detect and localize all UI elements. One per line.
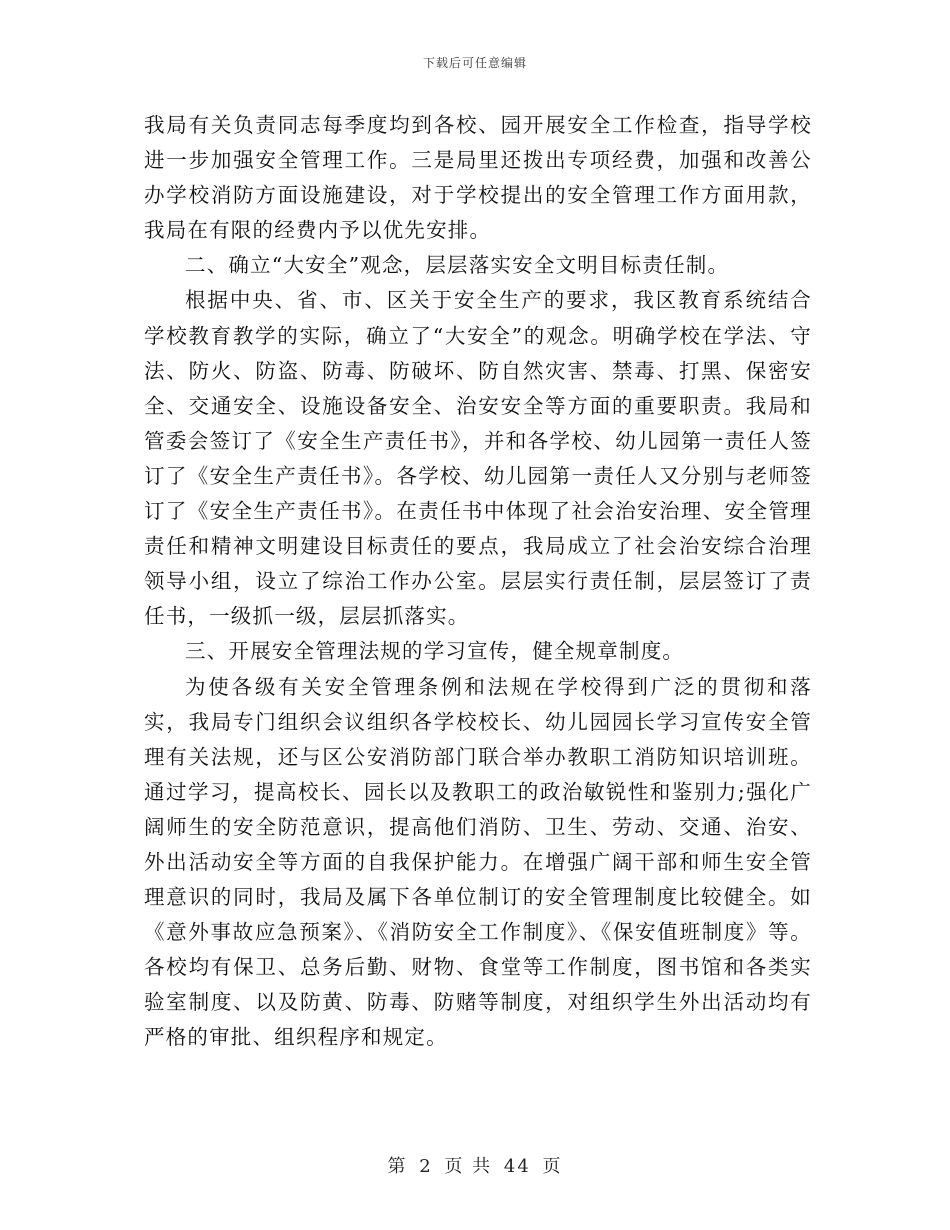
footer-prefix: 第 [387,1156,408,1177]
footer-page-number: 2 [419,1156,433,1177]
footer-suffix: 页 [542,1156,563,1177]
section-heading-2: 二、确立“大安全”观念，层层落实安全文明目标责任制。 [185,253,730,278]
paragraph-2: 根据中央、省、市、区关于安全生产的要求，我区教育系统结合学校教育教学的实际，确立了“大安全”的观念。明确学校在学法、守法、防火、防盗、防毒、防破坏、防自然灾害、禁毒、打黑、保密安全、交通安全、设施设备安全、治安安全等方面的重要职责。我局和管委会签订了《安全生产责任书》，并和各学校、幼儿园第一责任人签订了《安全生产责任书》。各学校、幼儿园第一责任人又分别与老师签订了《安全生产责任书》。在责任书中体现了社会治安治理、安全管理责任和精神文明建设目标责任的要点，我局成立了社会治安综合治理领导小组，设立了综治工作办公室。层层实行责任制，层层签订了责任书，一级抓一级，层层抓落实。 [144,288,812,629]
page-footer [0,1152,950,1178]
footer-middle: 页 共 [444,1156,493,1177]
page-header: 下载后可任意编辑 [422,56,527,70]
paragraph-1: 我局有关负责同志每季度均到各校、园开展安全工作检查，指导学校进一步加强安全管理工作。三是局里还拨出专项经费，加强和改善公办学校消防方面设施建设，对于学校提出的安全管理工作方面用款，我局在有限的经费内予以优先安排。 [144,113,812,243]
document-body [144,108,812,1056]
section-heading-3: 三、开展安全管理法规的学习宣传，健全规章制度。 [185,639,685,664]
paragraph-3: 为使各级有关安全管理条例和法规在学校得到广泛的贯彻和落实，我局专门组织会议组织各学校校长、幼儿园园长学习宣传安全管理有关法规，还与区公安消防部门联合举办教职工消防知识培训班。通过学习，提高校长、园长以及教职工的政治敏锐性和鉴别力;强化广阔师生的安全防范意识，提高他们消防、卫生、劳动、交通、治安、外出活动安全等方面的自我保护能力。在增强广阔干部和师生安全管理意识的同时，我局及属下各单位制订的安全管理制度比较健全。如《意外事故应急预案》、《消防安全工作制度》、《保安值班制度》等。各校均有保卫、总务后勤、财物、食堂等工作制度，图书馆和各类实验室制度、以及防黄、防毒、防赌等制度，对组织学生外出活动均有严格的审批、组织程序和规定。 [144,674,812,1050]
footer-total-pages: 44 [503,1156,531,1177]
